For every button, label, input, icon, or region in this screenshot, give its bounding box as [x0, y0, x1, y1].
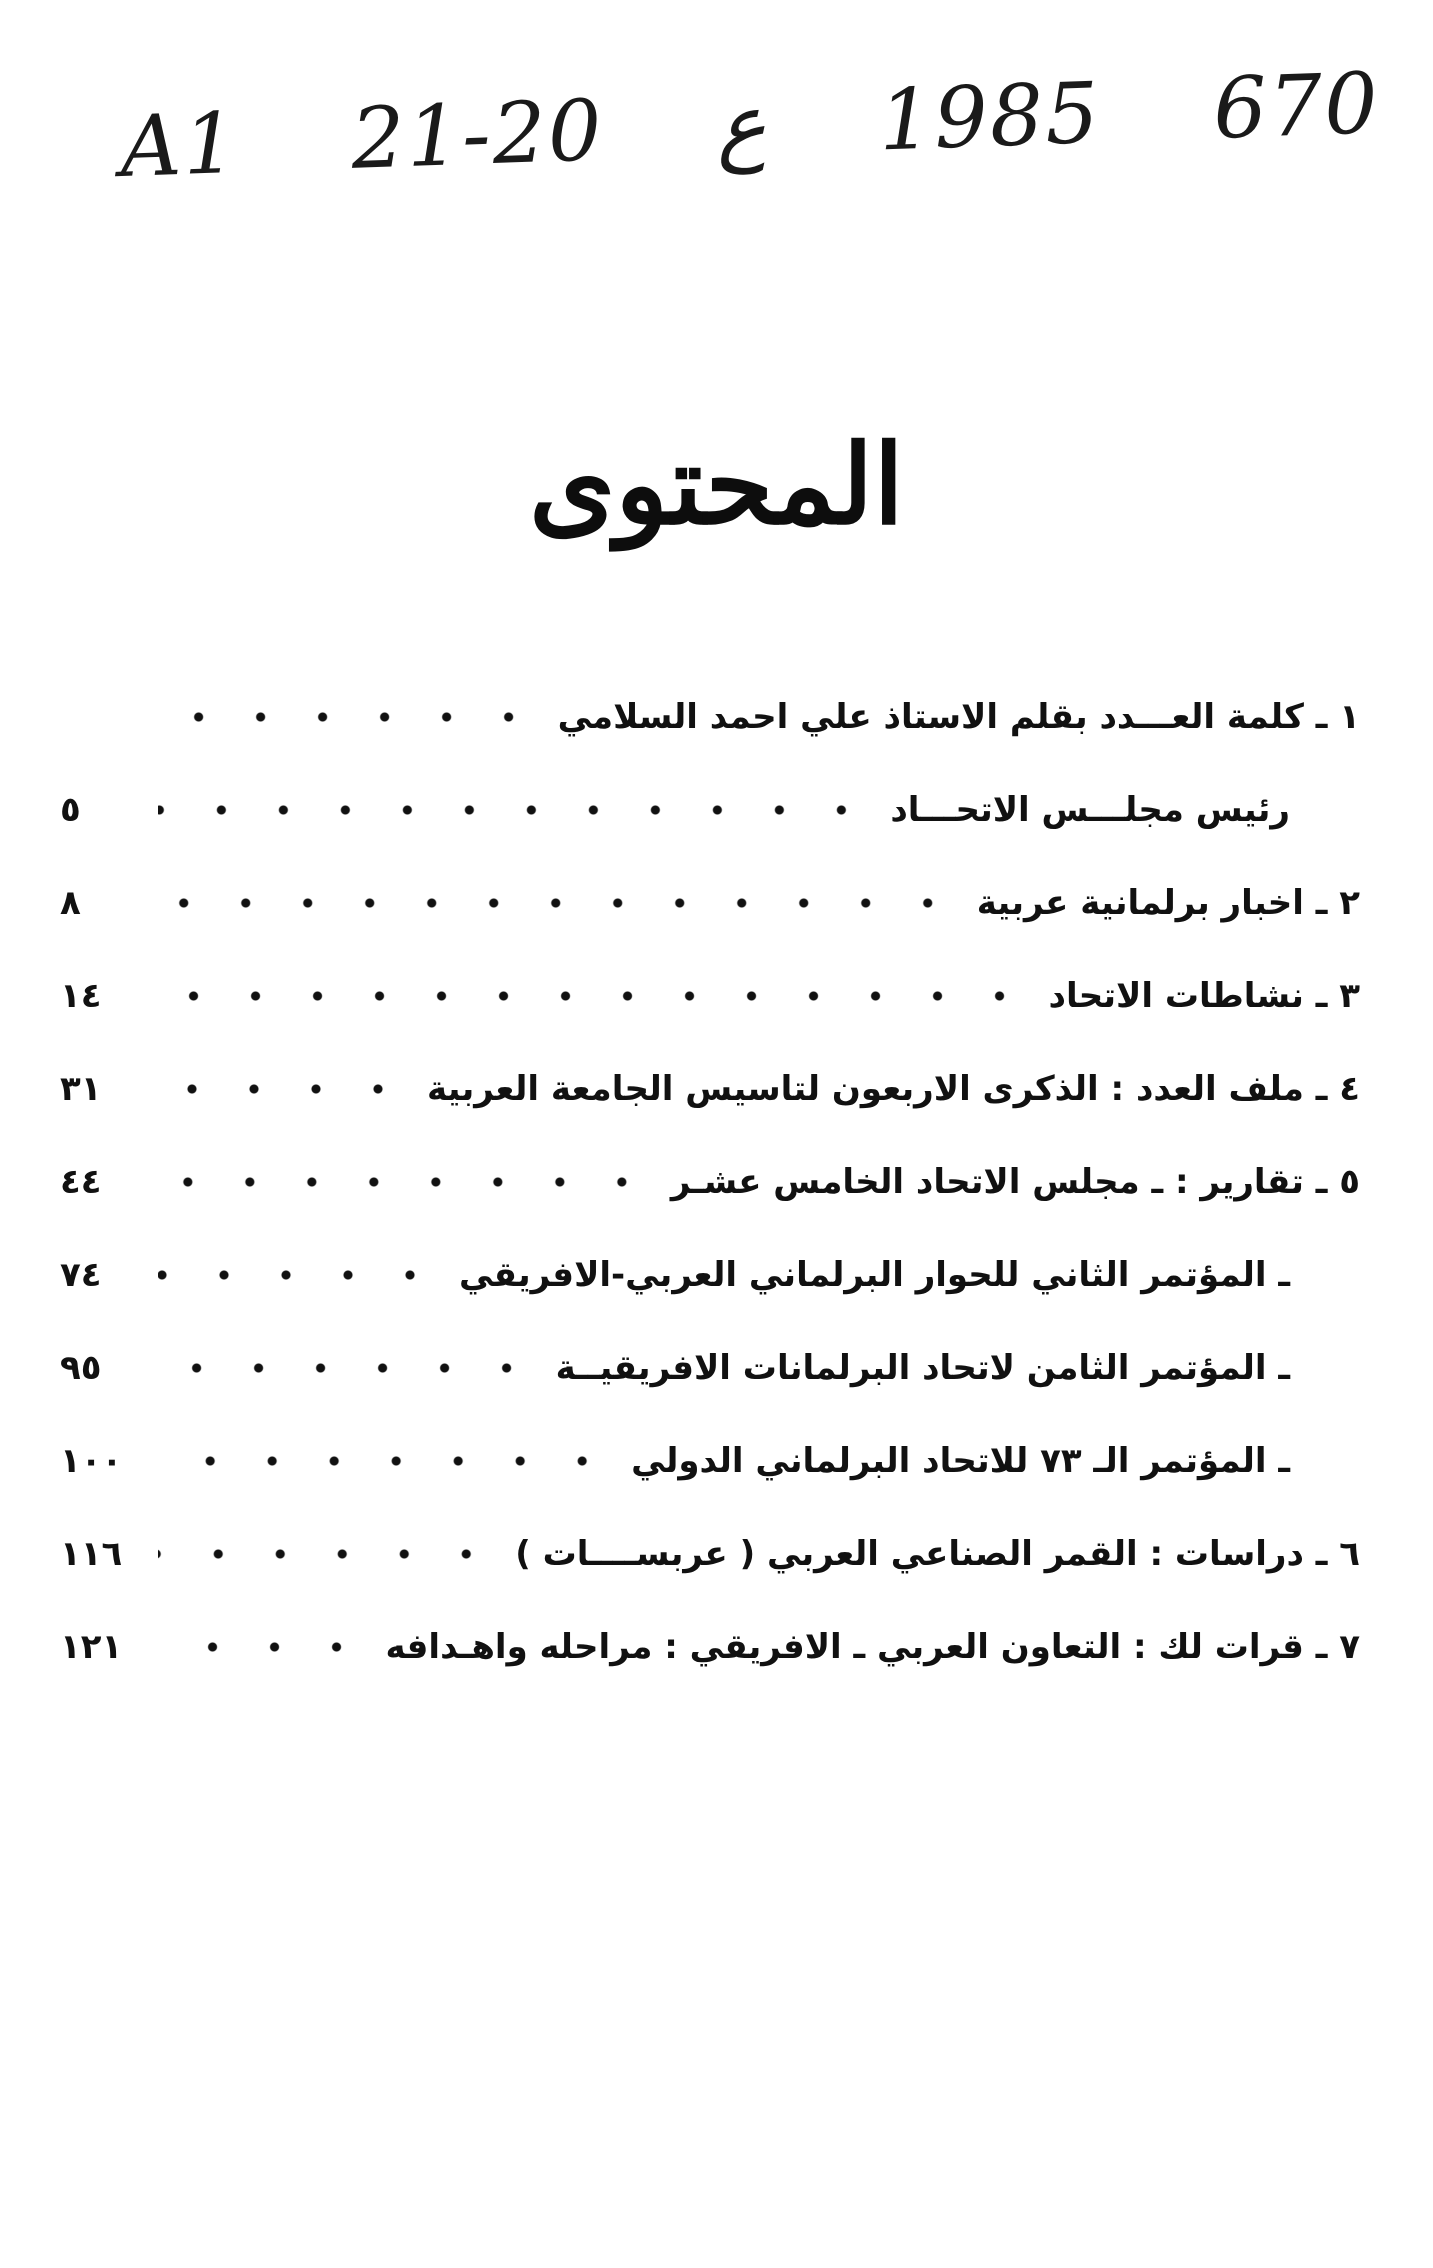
dot-leader: [158, 1630, 368, 1664]
toc-entry-5: [60, 1135, 1360, 1228]
toc-page-number: ٧٤: [60, 1254, 102, 1295]
handwritten-archive-note: [118, 33, 1382, 217]
toc-entry-3: [60, 949, 1360, 1042]
toc-entry-text: ٤ ـ ملف العدد : الذكرى الاربعون لتاسيس الجامعة العربية: [427, 1068, 1360, 1109]
toc-page-number: ٨: [60, 882, 81, 923]
dot-leader: [158, 1258, 441, 1292]
dot-leader: [158, 793, 872, 827]
toc-entry-7: [60, 1600, 1360, 1693]
toc-page-number: ٥: [60, 789, 81, 830]
handwritten-serial: 670: [1211, 54, 1382, 158]
page-title: المحتوى: [529, 420, 904, 549]
toc-page-number: ٤٤: [60, 1161, 102, 1202]
toc-entry-text: ـ المؤتمر الثامن لاتحاد البرلمانات الافريقيــة: [555, 1347, 1290, 1388]
handwritten-code: A1: [118, 93, 241, 196]
dot-leader: [158, 1072, 409, 1106]
dot-leader: [158, 1444, 613, 1478]
toc-entry-4: [60, 1042, 1360, 1135]
toc-entry-text: ٢ ـ اخبار برلمانية عربية: [976, 882, 1360, 923]
dot-leader: [158, 1537, 497, 1571]
toc-page-number: ١١٦: [60, 1533, 123, 1574]
toc-entry-5-sub-1: [60, 1228, 1360, 1321]
toc-entry-5-sub-2: [60, 1321, 1360, 1414]
dot-leader: [158, 1165, 653, 1199]
toc-entry-text: ٥ ـ تقارير : ـ مجلس الاتحاد الخامس عشـر: [670, 1161, 1360, 1202]
toc-entry-2: [60, 856, 1360, 949]
toc-entry-text: ١ ـ كلمة العـــدد بقلم الاستاذ علي احمد السلامي: [557, 696, 1360, 737]
toc-entry-text: ـ المؤتمر الثاني للحوار البرلماني العربي-الافريقي: [459, 1254, 1290, 1295]
toc-entry-1: [60, 670, 1360, 763]
toc-entry-text: رئيس مجلـــس الاتحـــاد: [890, 789, 1290, 830]
dot-leader: [158, 700, 540, 734]
toc-entry-6: [60, 1507, 1360, 1600]
toc-entry-1-continued: [60, 763, 1360, 856]
toc-entry-text: ٣ ـ نشاطات الاتحاد: [1048, 975, 1360, 1016]
toc-page-number: ١٠٠: [60, 1440, 123, 1481]
toc-entry-text: ٦ ـ دراسات : القمر الصناعي العربي ( عربســــات ): [515, 1533, 1360, 1574]
handwritten-letter: ع: [714, 75, 768, 176]
dot-leader: [158, 886, 959, 920]
toc-entry-text: ٧ ـ قرات لك : التعاون العربي ـ الافريقي : مراحله واهـدافه: [385, 1626, 1360, 1667]
toc-page-number: ٩٥: [60, 1347, 102, 1388]
toc-page-number: ١٤: [60, 975, 102, 1016]
toc-entry-5-sub-3: [60, 1414, 1360, 1507]
dot-leader: [158, 979, 1031, 1013]
toc-page-number: ١٢١: [60, 1626, 123, 1667]
table-of-contents: [60, 670, 1360, 1693]
dot-leader: [158, 1351, 538, 1385]
toc-entry-text: ـ المؤتمر الـ ٧٣ للاتحاد البرلماني الدولي: [631, 1440, 1290, 1481]
handwritten-number: 21-20: [349, 81, 605, 188]
handwritten-year: 1985: [877, 63, 1103, 170]
toc-page-number: ٣١: [60, 1068, 102, 1109]
